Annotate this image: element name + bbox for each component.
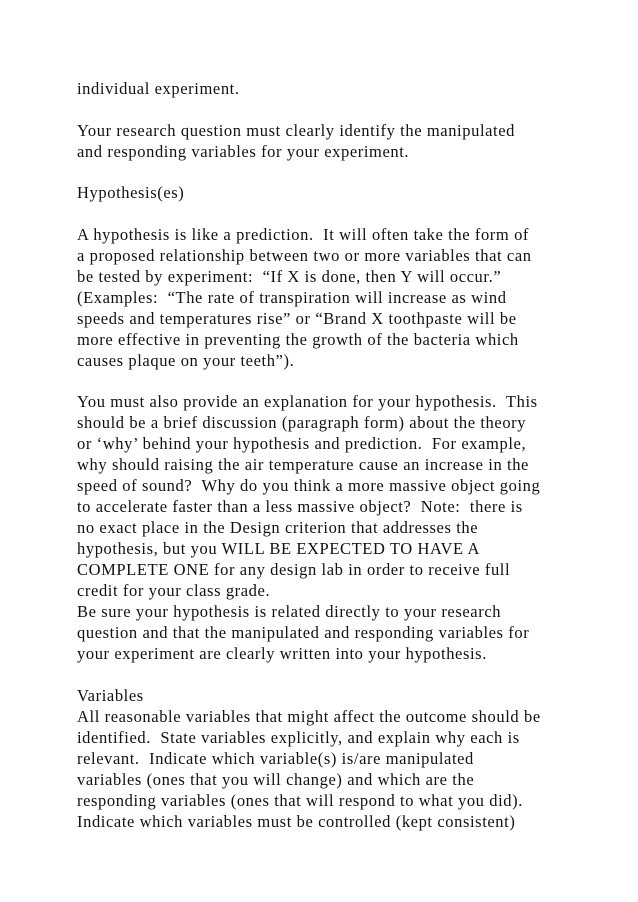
text-line: no exact place in the Design criterion that addresses the [77,518,479,537]
text-line: Your research question must clearly identify the manipulated [77,121,516,140]
text-line: and responding variables for your experiment. [77,142,410,161]
text-line: or ‘why’ behind your hypothesis and prediction. For example, [77,434,527,453]
text-line: your experiment are clearly written into your hypothesis. [77,644,487,663]
text-line: You must also provide an explanation for your hypothesis. This [77,392,538,411]
text-line: question and that the manipulated and responding variables for [77,623,530,642]
text-line: speed of sound? Why do you think a more massive object going [77,476,541,495]
text-line: speeds and temperatures rise” or “Brand X toothpaste will be [77,309,517,328]
text-line: identified. State variables explicitly, and explain why each is [77,728,520,747]
text-line: credit for your class grade. [77,581,271,600]
text-line: why should raising the air temperature cause an increase in the [77,455,529,474]
text-line: causes plaque on your teeth”). [77,351,295,370]
text-line: to accelerate faster than a less massive object? Note: there is [77,497,523,516]
text-line: individual experiment. [77,79,240,98]
section-heading-variables: Variables [77,686,144,705]
text-line: variables (ones that you will change) and which are the [77,770,475,789]
text-line: responding variables (ones that will respond to what you did). [77,791,523,810]
text-line: Indicate which variables must be controlled (kept consistent) [77,812,516,831]
text-line: more effective in preventing the growth of the bacteria which [77,330,519,349]
text-line: hypothesis, but you WILL BE EXPECTED TO HAVE A [77,539,480,558]
text-line: COMPLETE ONE for any design lab in order to receive full [77,560,511,579]
section-heading-hypothesis: Hypothesis(es) [77,183,185,202]
text-line: Be sure your hypothesis is related directly to your research [77,602,502,621]
text-line: (Examples: “The rate of transpiration will increase as wind [77,288,507,307]
text-line: should be a brief discussion (paragraph form) about the theory [77,413,527,432]
text-line: relevant. Indicate which variable(s) is/are manipulated [77,749,474,768]
text-line: All reasonable variables that might affect the outcome should be [77,707,541,726]
text-line: be tested by experiment: “If X is done, then Y will occur.” [77,267,502,286]
text-line: A hypothesis is like a prediction. It will often take the form of [77,225,530,244]
text-line: a proposed relationship between two or more variables that can [77,246,532,265]
